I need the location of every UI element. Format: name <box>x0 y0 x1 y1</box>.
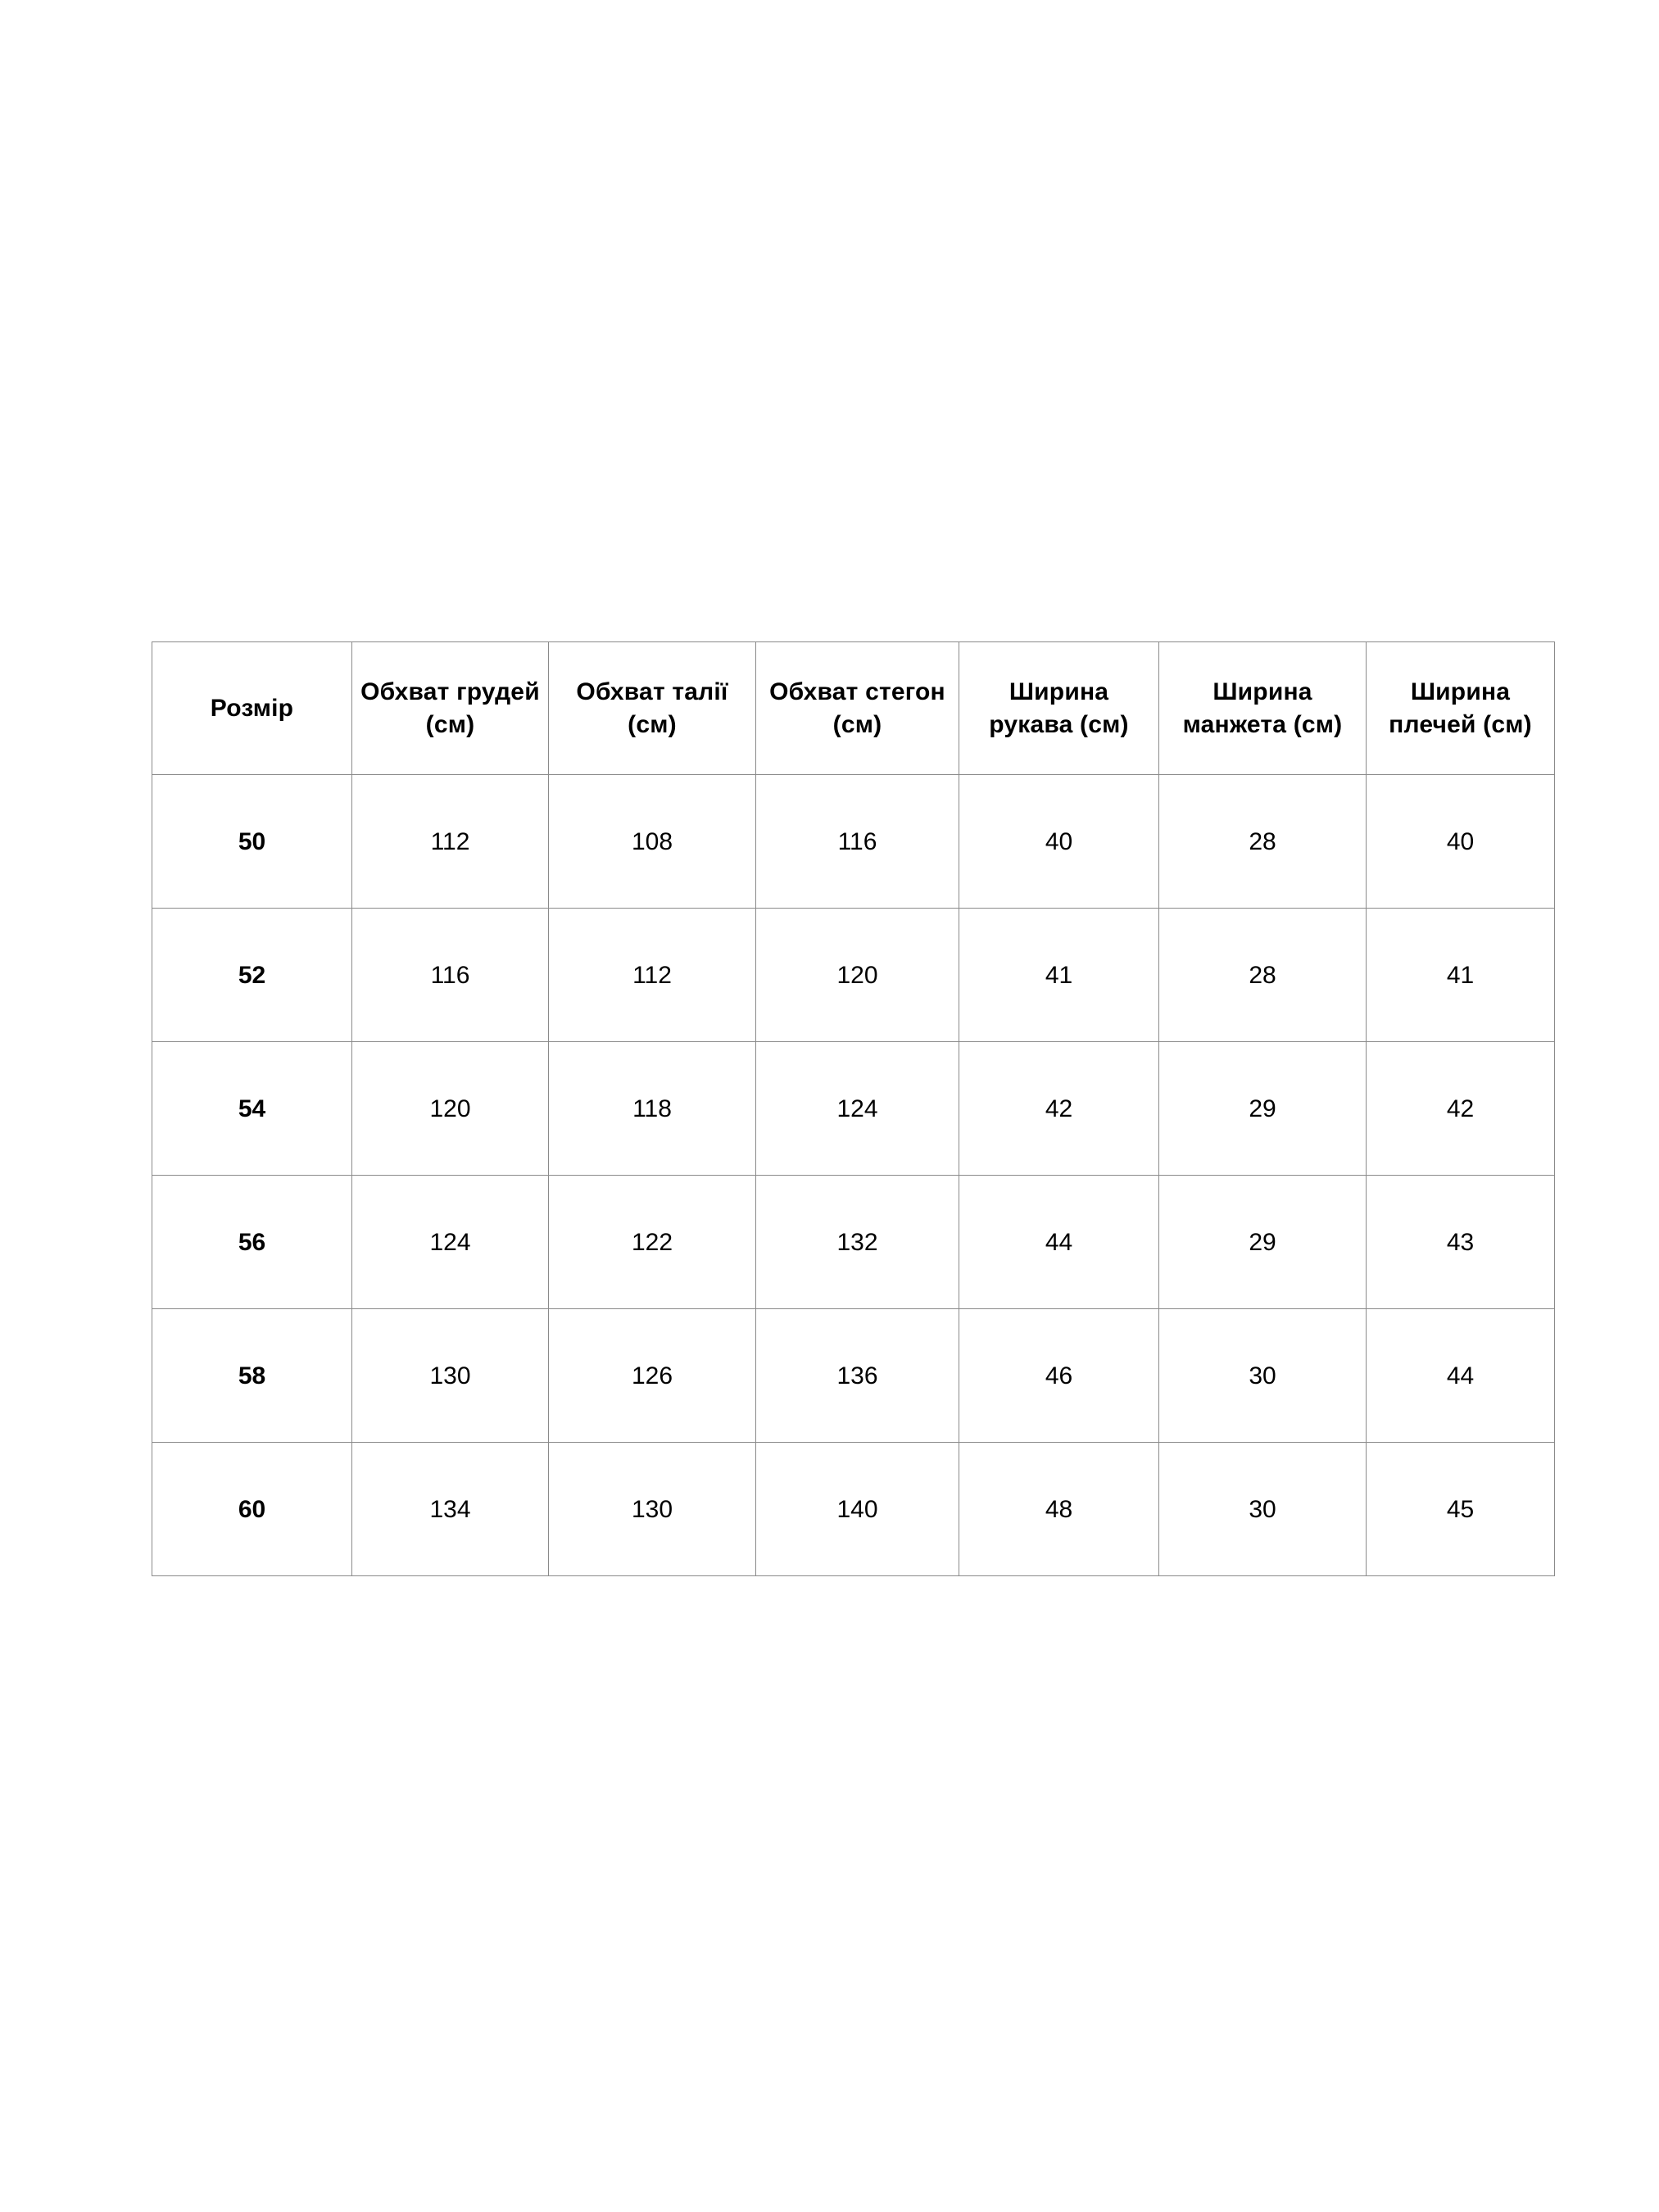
cell-cuff-width: 29 <box>1159 1042 1367 1176</box>
size-chart-table <box>152 641 1555 1576</box>
cell-cuff-width: 30 <box>1159 1443 1367 1576</box>
cell-chest: 112 <box>352 775 549 909</box>
cell-size: 60 <box>152 1443 352 1576</box>
column-header-size: Розмір <box>152 642 352 775</box>
column-header-shoulder-width: Ширина плечей (см) <box>1367 642 1555 775</box>
table-row <box>152 1443 1555 1576</box>
cell-chest: 116 <box>352 909 549 1042</box>
column-header-chest: Обхват грудей (см) <box>352 642 549 775</box>
cell-size: 52 <box>152 909 352 1042</box>
cell-chest: 120 <box>352 1042 549 1176</box>
cell-size: 58 <box>152 1309 352 1443</box>
cell-waist: 122 <box>549 1176 756 1309</box>
cell-size: 56 <box>152 1176 352 1309</box>
cell-hips: 120 <box>756 909 959 1042</box>
column-header-sleeve-width: Ширина рукава (см) <box>959 642 1159 775</box>
cell-hips: 136 <box>756 1309 959 1443</box>
cell-shoulder-width: 40 <box>1367 775 1555 909</box>
cell-size: 54 <box>152 1042 352 1176</box>
cell-shoulder-width: 45 <box>1367 1443 1555 1576</box>
table-row <box>152 1042 1555 1176</box>
cell-sleeve-width: 41 <box>959 909 1159 1042</box>
cell-hips: 140 <box>756 1443 959 1576</box>
column-header-cuff-width: Ширина манжета (см) <box>1159 642 1367 775</box>
cell-cuff-width: 28 <box>1159 775 1367 909</box>
cell-hips: 124 <box>756 1042 959 1176</box>
cell-shoulder-width: 42 <box>1367 1042 1555 1176</box>
cell-shoulder-width: 43 <box>1367 1176 1555 1309</box>
cell-shoulder-width: 44 <box>1367 1309 1555 1443</box>
cell-chest: 130 <box>352 1309 549 1443</box>
size-chart-container <box>152 641 1538 1576</box>
cell-waist: 130 <box>549 1443 756 1576</box>
column-header-waist: Обхват талії (см) <box>549 642 756 775</box>
cell-sleeve-width: 40 <box>959 775 1159 909</box>
cell-shoulder-width: 41 <box>1367 909 1555 1042</box>
cell-cuff-width: 28 <box>1159 909 1367 1042</box>
cell-waist: 118 <box>549 1042 756 1176</box>
cell-waist: 112 <box>549 909 756 1042</box>
table-row <box>152 909 1555 1042</box>
table-header-row <box>152 642 1555 775</box>
table-header <box>152 642 1555 775</box>
cell-size: 50 <box>152 775 352 909</box>
column-header-hips: Обхват стегон (см) <box>756 642 959 775</box>
cell-chest: 134 <box>352 1443 549 1576</box>
cell-waist: 126 <box>549 1309 756 1443</box>
cell-cuff-width: 30 <box>1159 1309 1367 1443</box>
table-row <box>152 1309 1555 1443</box>
cell-sleeve-width: 42 <box>959 1042 1159 1176</box>
cell-sleeve-width: 44 <box>959 1176 1159 1309</box>
cell-hips: 116 <box>756 775 959 909</box>
table-row <box>152 1176 1555 1309</box>
table-row <box>152 775 1555 909</box>
cell-waist: 108 <box>549 775 756 909</box>
cell-cuff-width: 29 <box>1159 1176 1367 1309</box>
cell-sleeve-width: 46 <box>959 1309 1159 1443</box>
cell-sleeve-width: 48 <box>959 1443 1159 1576</box>
cell-chest: 124 <box>352 1176 549 1309</box>
table-body <box>152 775 1555 1576</box>
cell-hips: 132 <box>756 1176 959 1309</box>
